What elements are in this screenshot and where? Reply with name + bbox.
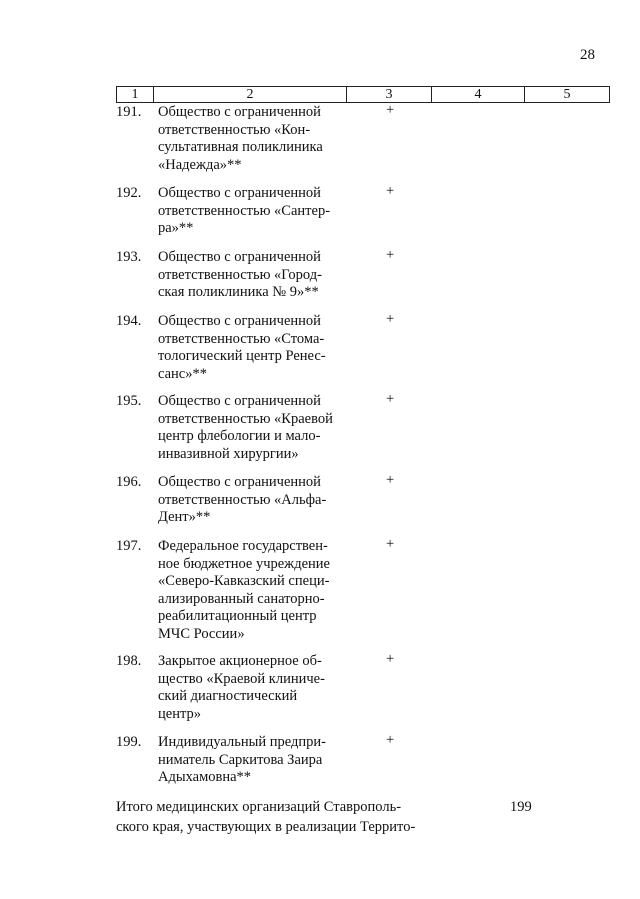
total-value: 199	[510, 799, 532, 815]
entry-text: Общество с ограниченной ответственностью «Сантер- ра»**	[158, 185, 331, 236]
entry-text: Общество с ограниченной ответственностью «Кон- сультативная поликлиника «Надежда»**	[158, 104, 323, 173]
entry-number: 196.	[116, 474, 142, 490]
entry-mark: +	[386, 536, 395, 552]
column-header-5: 5	[525, 87, 610, 103]
entry-text: Федеральное государствен- ное бюджетное учреждение «Северо-Кавказский специ- ализированный санаторно- реабилитационный центр МЧС России»	[158, 538, 330, 642]
entry-text: Общество с ограниченной ответственностью «Город- ская поликлиника № 9»**	[158, 249, 322, 300]
column-header-4: 4	[432, 87, 525, 103]
entry-mark: +	[386, 391, 395, 407]
entry-mark: +	[386, 183, 395, 199]
entry-number: 195.	[116, 393, 142, 409]
column-header-row	[117, 87, 610, 103]
entry-text: Общество с ограниченной ответственностью «Краевой центр флебологии и мало- инвазивной хирургии»	[158, 393, 333, 462]
entry-number: 198.	[116, 653, 142, 669]
column-header-3: 3	[347, 87, 432, 103]
column-header-2: 2	[154, 87, 347, 103]
entry-number: 191.	[116, 104, 142, 120]
entry-number: 199.	[116, 734, 142, 750]
column-header-1: 1	[117, 87, 154, 103]
entry-text: Общество с ограниченной ответственностью «Стома- тологический центр Ренес- санс»**	[158, 313, 326, 382]
entry-number: 192.	[116, 185, 142, 201]
entry-number: 193.	[116, 249, 142, 265]
column-header-table	[116, 86, 610, 103]
entry-number: 197.	[116, 538, 142, 554]
entry-number: 194.	[116, 313, 142, 329]
entry-mark: +	[386, 311, 395, 327]
entry-mark: +	[386, 651, 395, 667]
entry-text: Индивидуальный предпри- ниматель Саркитова Заира Адыхамовна**	[158, 734, 326, 785]
entry-text: Общество с ограниченной ответственностью «Альфа- Дент»**	[158, 474, 327, 525]
entry-mark: +	[386, 247, 395, 263]
page-number: 28	[580, 47, 595, 63]
entry-mark: +	[386, 472, 395, 488]
entry-text: Закрытое акционерное об- щество «Краевой клиниче- ский диагностический центр»	[158, 653, 325, 722]
entry-mark: +	[386, 102, 395, 118]
entry-mark: +	[386, 732, 395, 748]
total-label: Итого медицинских организаций Ставрополь- ского края, участвующих в реализации Террито-	[116, 799, 416, 835]
